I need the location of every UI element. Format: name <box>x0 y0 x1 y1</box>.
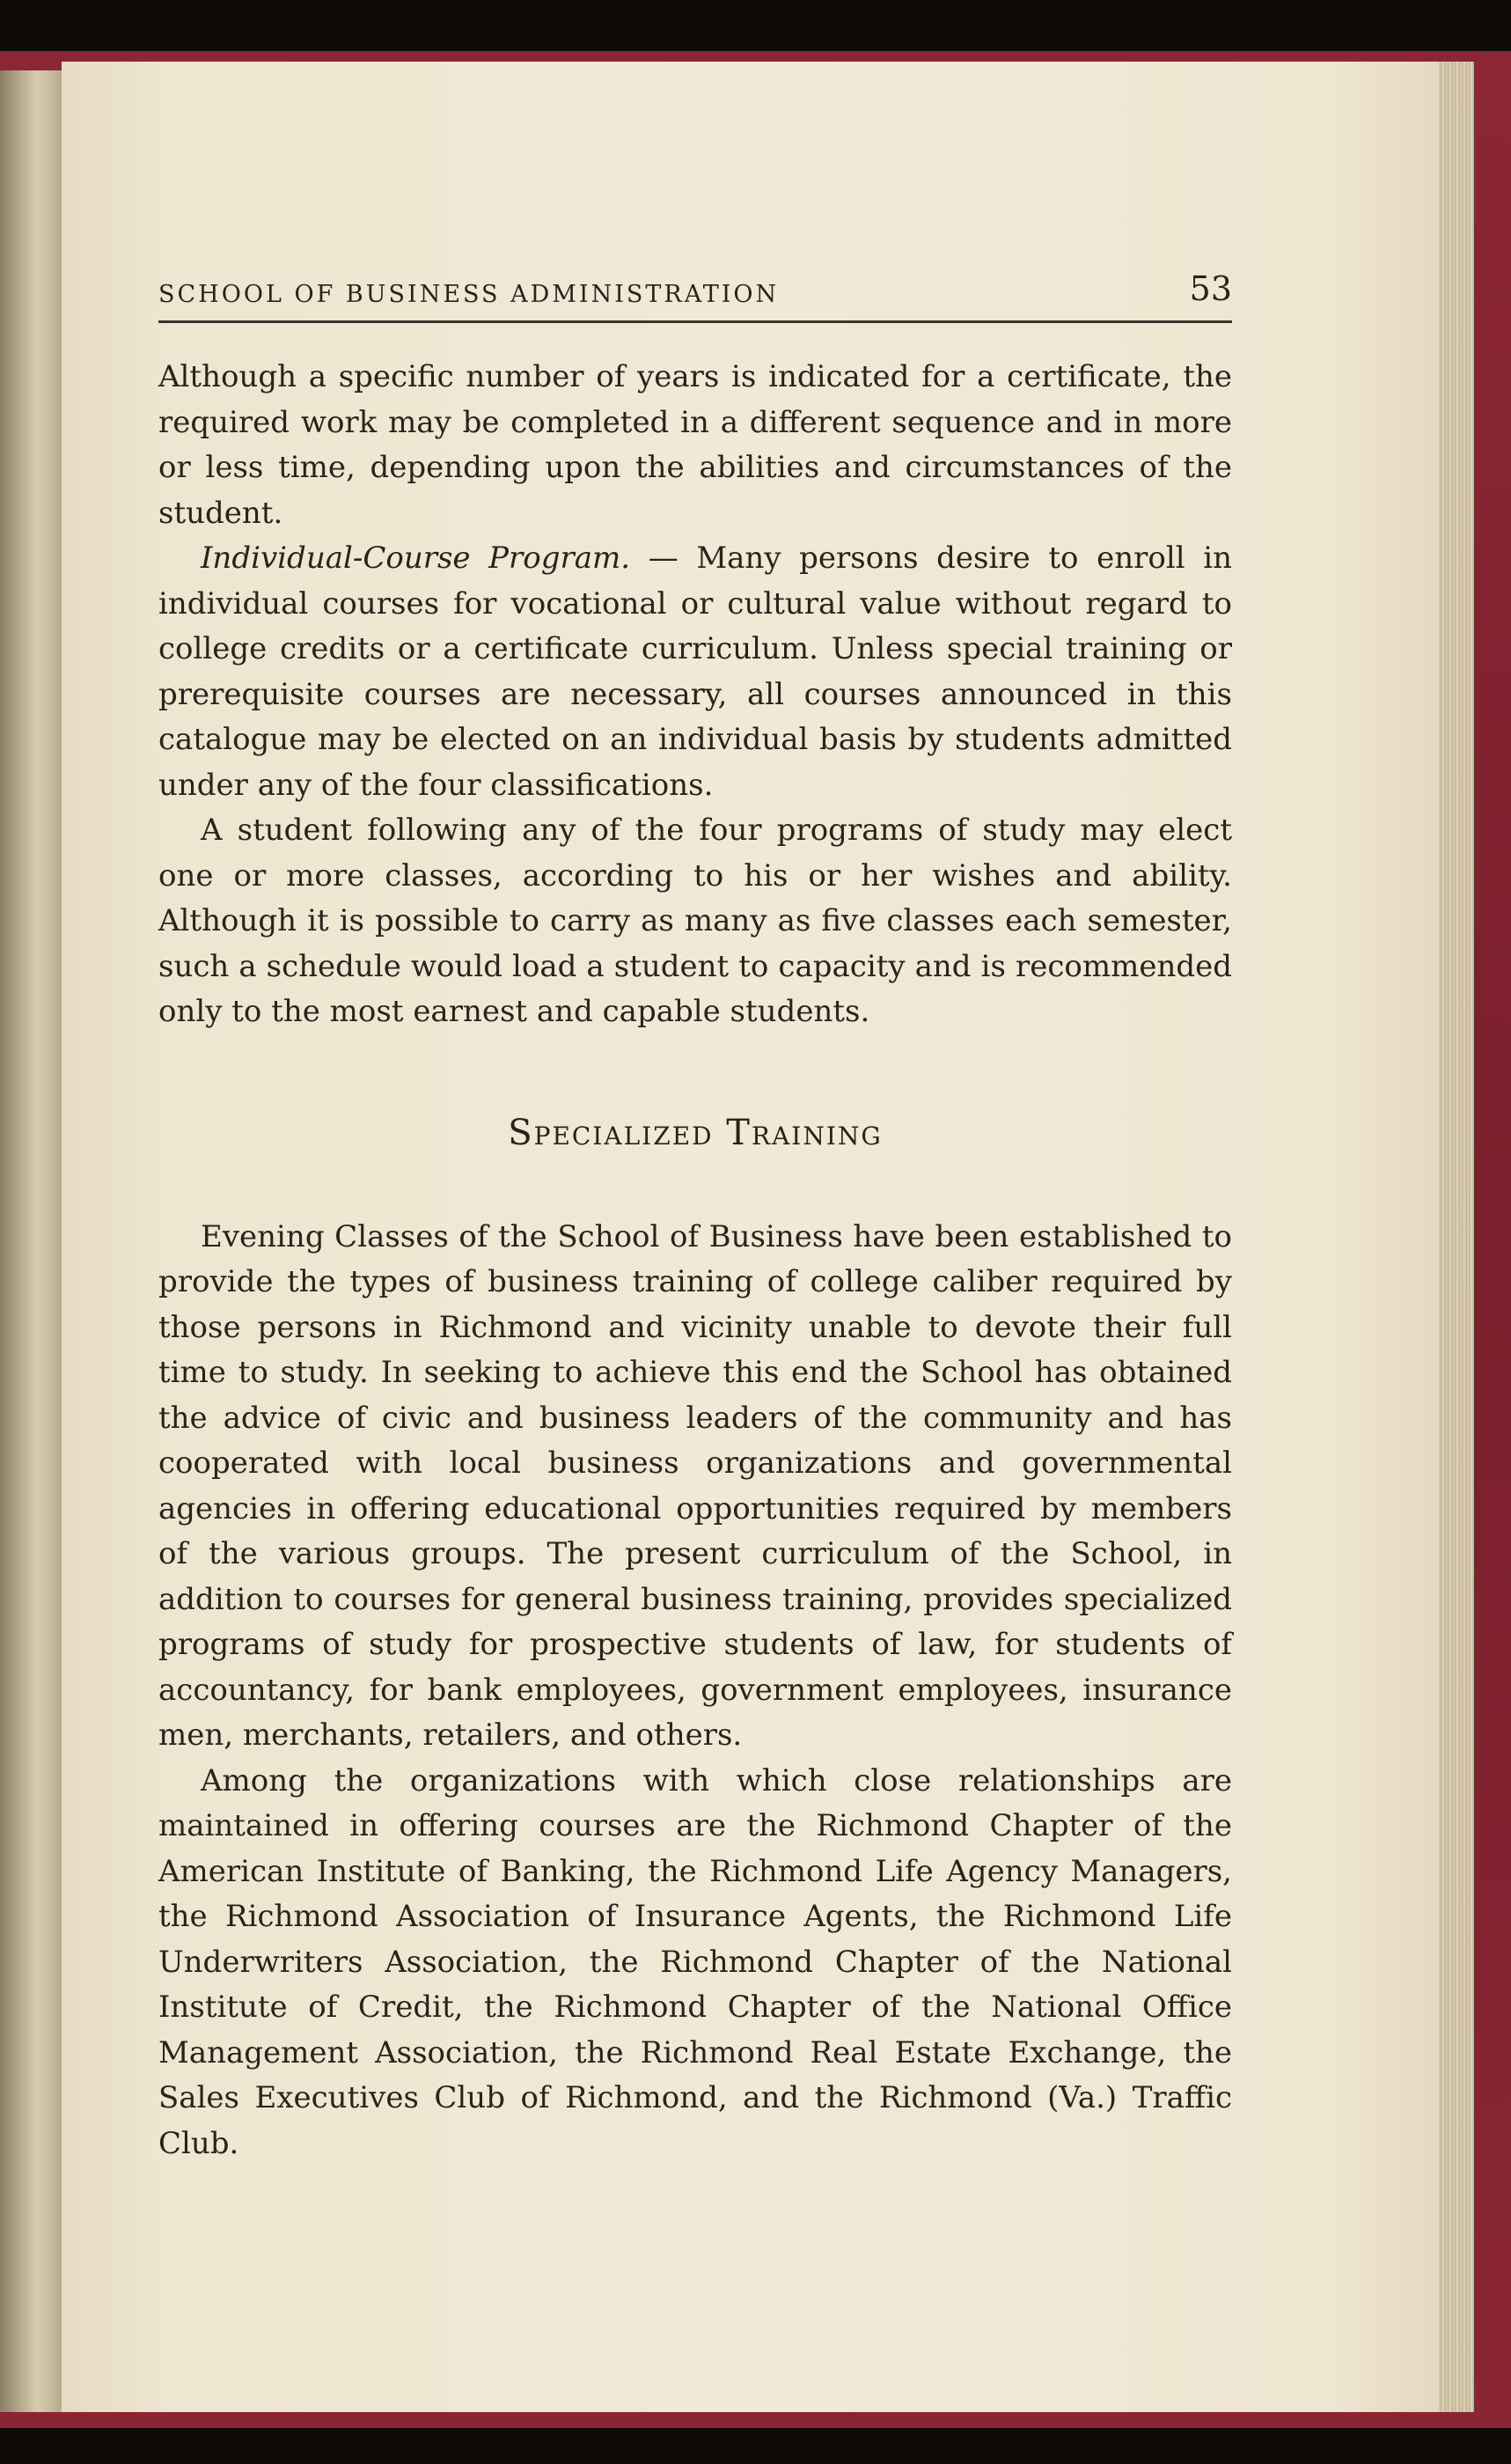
running-head <box>158 264 1232 323</box>
paragraph-lead-individual-course: Individual-Course Program. <box>201 541 631 576</box>
page-edges <box>1439 62 1474 2412</box>
facing-page-edge <box>0 70 62 2412</box>
paragraph-certificate-sequence: Although a specific number of years is indicated for a certificate, the required work may be completed in a different sequence and in more or less time, depending upon the abilities and circumstances of the student. <box>158 359 1232 531</box>
paragraph-individual-course <box>158 536 1232 808</box>
page-number: 53 <box>1189 269 1232 308</box>
paragraph-evening-classes: Evening Classes of the School of Business have been established to provide the types of business training of college caliber required by those persons in Richmond and vicinity unable to devote their full time to study. In seeking to achieve this end the School has obtained the advice of civic and business leaders of the community and has cooperated with local business organizations and governmental agencies in offering educational opportunities required by members of the various groups. The present curriculum of the School, in addition to courses for general business training, provides specialized programs of study for prospective students of law, for students of accountancy, for bank employees, government employees, insurance men, merchants, retailers, and others. <box>158 1218 1232 1753</box>
running-head-title: SCHOOL OF BUSINESS ADMINISTRATION <box>158 281 780 308</box>
section-heading-specialized-training: Specialized Training <box>508 1112 883 1153</box>
paragraph-organizations: Among the organizations with which close relationships are maintained in offering courses are the Richmond Chapter of the American Institute of Banking, the Richmond Life Agency Managers, the Richmond Association of Insurance Agents, the Richmond Life Underwriters Association, the Richmond Chapter of the National Institute of Credit, the Richmond Chapter of the National Office Management Association, the Richmond Real Estate Exchange, the Sales Executives Club of Richmond, and the Richmond (Va.) Traffic Club. <box>158 1762 1232 2161</box>
paragraph-class-load: A student following any of the four programs of study may elect one or more classes, according to his or her wishes and ability. Although it is possible to carry as many as five classes each semester, such a schedule would load a student to capacity and is recommended only to the most earnest and capable students. <box>158 813 1232 1029</box>
page-text-block <box>158 264 1232 2166</box>
paragraph-body-individual-course: — Many persons desire to enroll in individual courses for vocational or cultural value without regard to college credits or a certificate curriculum. Unless special training or prerequisite courses are necessary, all courses announced in this catalogue may be elected on an individual basis by students admitted under any of the four classifications. <box>158 541 1232 803</box>
